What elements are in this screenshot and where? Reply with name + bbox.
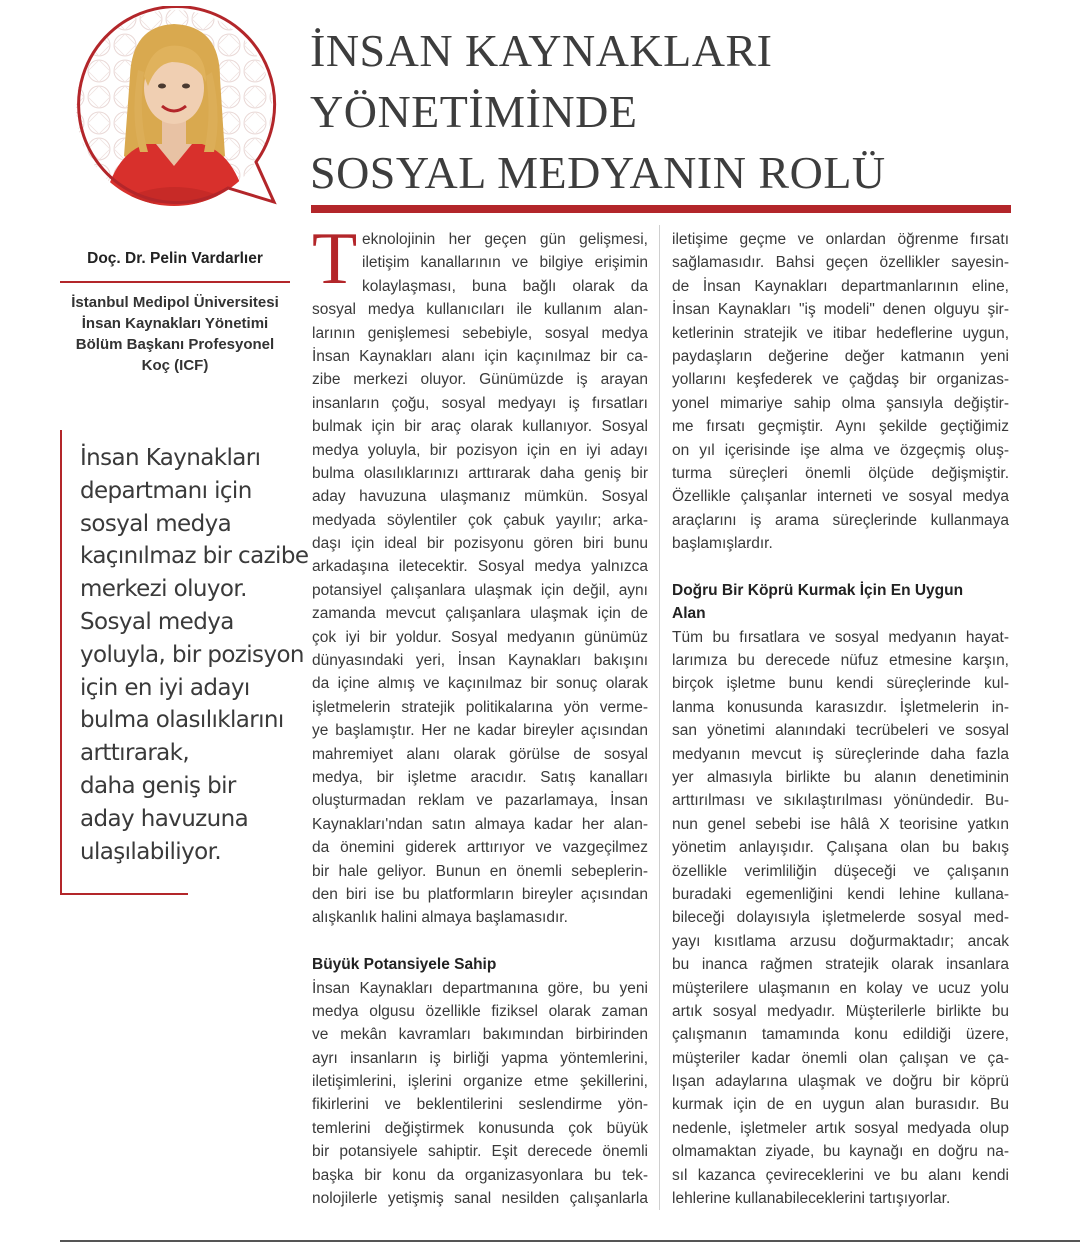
text-line: nun genel sebebi ise hâlâ X teorisine yatkın <box>672 815 1009 833</box>
text-line: çalışmanın tamamında konu edildiği üzere, <box>672 1026 1009 1044</box>
pullquote-line: ulaşılabiliyor. <box>80 838 222 865</box>
affiliation-line: Bölüm Başkanı Profesyonel <box>75 336 275 353</box>
text-line: eknolojinin her geçen gün gelişmesi, <box>362 231 648 248</box>
text-line: nolojilerle yetişmiş sanal nesilden çalışanlarla <box>312 1190 648 1208</box>
column-divider <box>659 225 660 1210</box>
text-line: başka bir konu da organizasyonlara bu tek- <box>312 1166 648 1184</box>
text-line: me fırsatı geçmiştir. Aynı şekilde geçtiğimiz <box>672 418 1009 436</box>
text-line: fikirlerini ve beklentilerini seslendirme yön- <box>312 1096 648 1114</box>
pullquote-line: kaçınılmaz bir cazibe <box>80 543 309 570</box>
text-line: yönetim anlayışıdır. Çalışana olan bu bakış <box>672 839 1009 857</box>
text-line: Tüm bu fırsatlara ve sosyal medyanın hayat- <box>672 628 1009 646</box>
affiliation-line: İstanbul Medipol Üniversitesi <box>71 294 279 311</box>
text-line: turma süreçleri önemli ölçüde değişmiştir. <box>672 464 1009 482</box>
text-line: temlerini değiştirmek konusunda çok büyük <box>312 1119 648 1137</box>
text-line: alışkanlık halini almaya başlamasıdır. <box>312 909 568 927</box>
text-line: özellikle verimliliğin düşeceği ve çalışanın <box>672 862 1009 880</box>
pullquote-line: için en iyi adayı <box>80 674 250 701</box>
pullquote-line: departmanı için <box>80 477 252 504</box>
text-line: medya olgusu özellikle fiziksel olarak zaman <box>312 1002 648 1020</box>
text-line: İnsan Kaynakları "iş modeli" denen olguyu şir- <box>672 301 1009 319</box>
text-line: zamanda mevcut çalışanlara ulaşmak için de <box>312 605 648 623</box>
text-line: iletişime geçme ve onlardan öğrenme fırsatı <box>672 231 1009 248</box>
text-line: buradaki egemenliğini kendi lehine kullana- <box>672 885 1009 903</box>
title-accent-bar <box>311 205 1011 213</box>
pullquote-line: yoluyla, bir pozisyon <box>80 641 304 668</box>
text-line: paydaşların değerine değer katmanın yeni <box>672 347 1009 365</box>
text-line: yollarını keşfederek ve çağdaş bir organizas- <box>672 371 1009 389</box>
text-line: da içine almış ve kaçınılmaz bir sonuç olarak <box>312 675 648 693</box>
affiliation-line: Koç (ICF) <box>141 357 209 374</box>
text-line: bir hale geliyor. Bunun en önemli sebeplerin- <box>312 862 648 880</box>
section-subheading: Alan <box>672 605 706 623</box>
section-subheading: Büyük Potansiyele Sahip <box>312 956 497 974</box>
pullquote <box>80 442 309 868</box>
text-line: işletmelerin stratejik politikalarına yön verme- <box>312 698 648 716</box>
text-line: müşteriler kadar önemli olan çalışan ve ça- <box>672 1049 1009 1067</box>
author-name: Doç. Dr. Pelin Vardarlıer <box>87 250 263 267</box>
pullquote-line: daha geniş bir <box>80 772 236 799</box>
text-line: kurmak için de en uygun alan burasıdır. Bu <box>672 1096 1009 1114</box>
text-line: ketlerinin stratejik ve itibar hedeflerine uygun, <box>672 324 1009 342</box>
pullquote-vertical-rule <box>60 430 62 895</box>
text-line: lanma konusunda karasızdır. İşletmelerin in- <box>672 698 1009 716</box>
paragraph <box>672 228 1009 555</box>
article-title <box>310 20 1070 203</box>
author-portrait <box>60 6 292 224</box>
pullquote-horizontal-rule <box>60 893 188 895</box>
paragraph-gap <box>672 555 1009 578</box>
text-line: arttırılması ve sıkılaştırılması yönündedir. Bu- <box>672 792 1009 810</box>
text-line: da önemini giderek arttırıyor ve vazgeçilmez <box>312 839 648 857</box>
text-line: olmamaktan ziyade, bu kaynağı en doğru na- <box>672 1143 1009 1161</box>
title-line: İNSAN KAYNAKLARI <box>310 25 773 76</box>
text-line: müşterilere ulaşmanın en kolay ve ucuz yolu <box>672 979 1009 997</box>
text-line: İnsan Kaynakları alanı için kaçınılmaz bir ca- <box>312 347 648 365</box>
text-line: dünyasındaki yeri, İnsan Kaynakları bakışını <box>312 652 648 670</box>
title-line: SOSYAL MEDYANIN ROLÜ <box>310 147 886 198</box>
text-line: medyada söylentiler çok çabuk yayılır; arka- <box>312 511 648 529</box>
text-line: ye başlamıştır. Her ne kadar bireyler açısından <box>312 722 648 740</box>
text-line: potansiyel çalışanlara ulaşmak için değil, aynı <box>312 581 648 599</box>
text-line: medya yoluyla, bir pozisyon için en iyi adayı <box>312 441 648 459</box>
text-line: medyanın mevcut iş süreçlerinde daha fazla <box>672 745 1009 763</box>
text-line: mahremiyet alanı olarak görülse de sosyal <box>312 745 648 763</box>
pullquote-line: arttırarak, <box>80 740 190 767</box>
text-line: aday havuzuna ulaşmanız mümkün. Sosyal <box>312 488 648 506</box>
text-line: başlamışlardır. <box>672 535 773 553</box>
text-line: bir potansiyele sahiptir. Eşit derecede önemli <box>312 1143 648 1161</box>
paragraph <box>312 228 648 930</box>
author-affiliation <box>60 292 290 376</box>
text-line: ayrı insanların iş birliği yapma yöntemlerini, <box>312 1049 648 1067</box>
text-line: medya, bir işletme aracıdır. Satış kanalları <box>312 768 648 786</box>
portrait-illustration <box>60 6 292 224</box>
pullquote-line: sosyal medya <box>80 510 232 537</box>
paragraph <box>312 977 648 1211</box>
text-line: araçlarını iş arama süreçlerinde kullanmaya <box>672 511 1009 529</box>
text-line: bulma olasılıklarınızı arttırarak daha geniş bir <box>312 464 648 482</box>
text-line: arkadaşına iletecektir. Sosyal medya yalnızca <box>312 558 648 576</box>
text-line: sağlamasıdır. Bahsi geçen özellikler sayesin- <box>672 254 1009 272</box>
text-line: bileceği dolayısıyla işletmelerde sosyal med- <box>672 909 1009 927</box>
section-subheading: Doğru Bir Köprü Kurmak İçin En Uygun <box>672 581 964 599</box>
text-line: bu inanca rağmen stratejik olarak insanlara <box>672 956 1009 974</box>
article-column-1 <box>312 228 648 1210</box>
page-bottom-rule <box>60 1240 1080 1242</box>
text-line: oluşturmadan reklam ve pazarlamaya, İnsan <box>312 792 648 810</box>
text-line: birçok işletme bunu kendi süreçlerinde kul- <box>672 675 1009 693</box>
text-line: san yönetimi alanındaki tecrübeleri ve sosyal <box>672 722 1009 740</box>
drop-cap: T <box>312 218 358 300</box>
text-line: bulmak için bir araç olarak kullanıyor. Sosyal <box>312 418 648 436</box>
text-line: Kaynakları'ndan satın almaya kadar her alan- <box>312 815 648 833</box>
text-line: sosyal medya kullanıcıları ile kullanım alan- <box>312 301 648 319</box>
text-line: on yıl içerisinde işe alma ve özgeçmiş oluş- <box>672 441 1009 459</box>
text-line: de İnsan Kaynakları departmanlarının eline, <box>672 277 1009 295</box>
text-line: artık sosyal medyadır. Müşterilerle birlikte bu <box>672 1002 1009 1020</box>
text-line: ve mekân kavramları bakımından birbirinden <box>312 1026 648 1044</box>
pullquote-line: bulma olasılıklarını <box>80 707 284 734</box>
pullquote-line: merkezi oluyor. <box>80 576 247 603</box>
title-line: YÖNETİMİNDE <box>310 86 638 137</box>
text-line: Özellikle çalışanlar interneti ve sosyal medya <box>672 488 1009 506</box>
text-line: iletişimlerini, işlerini organize etme şekillerini, <box>312 1073 648 1091</box>
text-line: lışan adaylarına ulaşmak ve doğru bir köprü <box>672 1073 1009 1091</box>
text-line: daşı için ideal bir pozisyonu gören biri bunu <box>312 535 648 553</box>
text-line: insanların çoğu, sosyal medyayı iş fırsatları <box>312 394 648 412</box>
text-line: lehlerine kullanabileceklerini tartışıyorlar. <box>672 1190 951 1208</box>
paragraph <box>672 626 1009 1211</box>
text-line: larımıza bu derecede nüfuz etmesine karşın, <box>672 652 1009 670</box>
text-line: çok iyi bir yoldur. Sosyal medyanın günümüz <box>312 628 648 646</box>
text-line: larının genişlemesi sebebiyle, sosyal medya <box>312 324 648 342</box>
text-line: yer almasıyla birlikte bu alanın denetiminin <box>672 768 1009 786</box>
pullquote-line: İnsan Kaynakları <box>80 445 261 471</box>
text-line: İnsan Kaynakları departmanına göre, bu yeni <box>312 979 648 997</box>
text-line: nedenle, işletmeler artık sosyal medyada olup <box>672 1119 1009 1137</box>
author-divider <box>60 281 290 283</box>
text-line: sıl kazanca çevireceklerini ve bu alanı kendi <box>672 1166 1009 1184</box>
text-line: yayı kısıtlama arzusu doğurmaktadır; ancak <box>672 932 1009 950</box>
pullquote-line: aday havuzuna <box>80 805 249 832</box>
text-line: yonel mimariye sahip olma şansıyla değiştir- <box>672 394 1009 412</box>
paragraph-gap <box>312 930 648 953</box>
text-line: iletişim kanallarının ve bilgiye erişimin <box>362 254 648 272</box>
article-column-2 <box>672 228 1009 1210</box>
text-line: kolaylaşması, buna bağlı olarak da <box>362 277 648 295</box>
text-line: den biri ise bu platformların bireyler açısından <box>312 885 648 903</box>
text-line: zibe merkezi oluyor. Günümüzde iş arayan <box>312 371 648 389</box>
affiliation-line: İnsan Kaynakları Yönetimi <box>81 315 269 332</box>
pullquote-line: Sosyal medya <box>80 608 234 635</box>
